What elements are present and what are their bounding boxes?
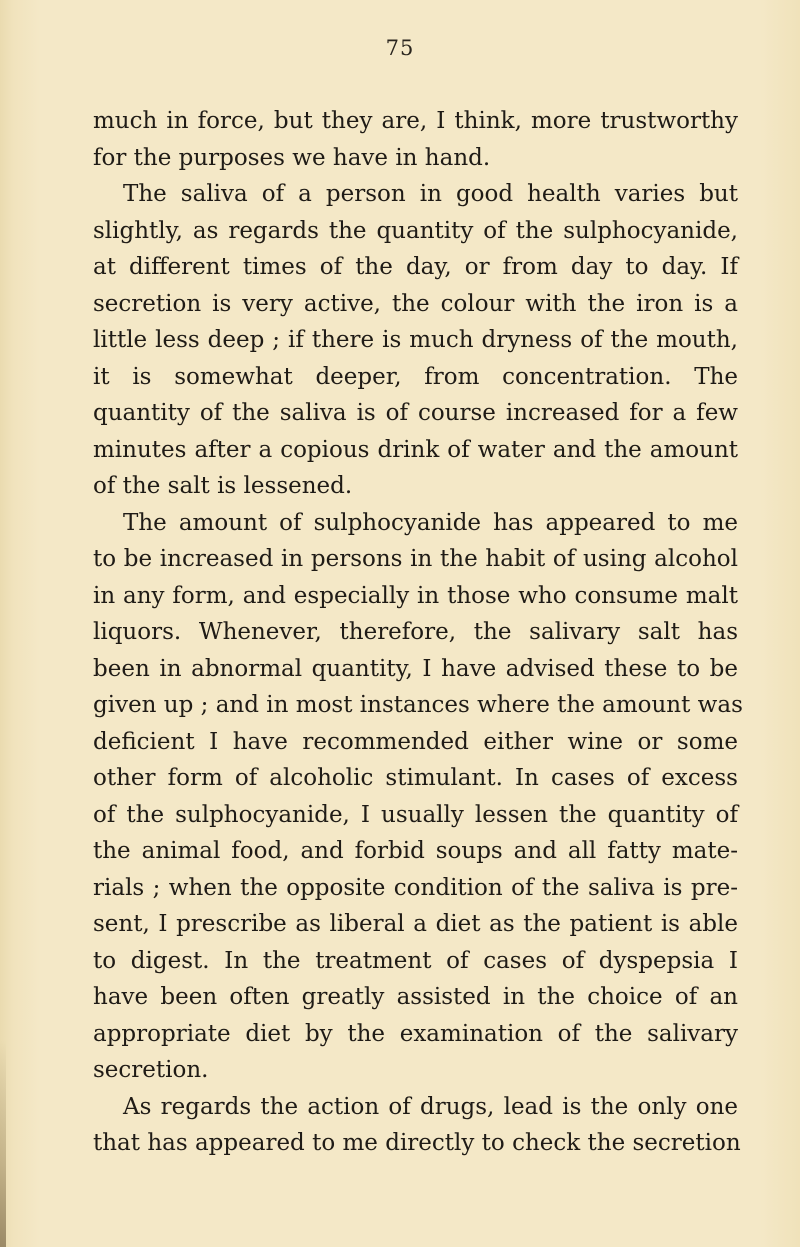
text-line: of the sulphocyanide, I usually lessen the quantity of	[93, 801, 738, 828]
text-line: slightly, as regards the quantity of the sulphocyanide,	[93, 217, 738, 244]
text-line: rials ; when the opposite condition of the saliva is pre-	[93, 874, 738, 901]
body-text	[93, 103, 743, 1162]
text-line: in any form, and especially in those who consume malt	[93, 582, 738, 609]
text-line: secretion.	[93, 1057, 209, 1083]
text-line: much in force, but they are, I think, more trustworthy	[93, 108, 738, 134]
text-line: minutes after a copious drink of water and the amount	[93, 436, 738, 463]
text-line: appropriate diet by the examination of the salivary	[93, 1020, 738, 1047]
text-line: given up ; and in most instances where the amount was	[93, 692, 743, 718]
text-line: deficient I have recommended either wine or some	[93, 728, 738, 755]
page-number: 75	[385, 36, 415, 60]
text-line: it is somewhat deeper, from concentration. The	[93, 363, 738, 390]
text-line: As regards the action of drugs, lead is the only one	[123, 1093, 738, 1120]
text-line: quantity of the saliva is of course increased for a few	[93, 400, 738, 426]
text-line: that has appeared to me directly to check the secretion	[93, 1130, 741, 1156]
text-line: been in abnormal quantity, I have advised these to be	[93, 655, 738, 682]
text-line: The saliva of a person in good health varies but	[123, 181, 738, 207]
text-line: sent, I prescribe as liberal a diet as the patient is able	[93, 911, 738, 937]
text-line: the animal food, and forbid soups and all fatty mate-	[93, 838, 738, 864]
text-line: other form of alcoholic stimulant. In cases of excess	[93, 765, 738, 791]
text-line: secretion is very active, the colour with the iron is a	[93, 290, 738, 317]
text-line: The amount of sulphocyanide has appeared to me	[123, 509, 738, 536]
text-line: of the salt is lessened.	[93, 473, 353, 499]
text-line: to digest. In the treatment of cases of dyspepsia I	[93, 947, 738, 974]
text-line: little less deep ; if there is much dryness of the mouth,	[93, 327, 738, 353]
text-line: liquors. Whenever, therefore, the salivary salt has	[93, 619, 738, 645]
text-line: have been often greatly assisted in the choice of an	[93, 984, 738, 1010]
text-line: for the purposes we have in hand.	[93, 144, 491, 171]
text-line: to be increased in persons in the habit of using alcohol	[93, 546, 738, 572]
text-line: at different times of the day, or from day to day. If	[93, 254, 738, 280]
page-edge-shadow	[0, 1040, 6, 1247]
